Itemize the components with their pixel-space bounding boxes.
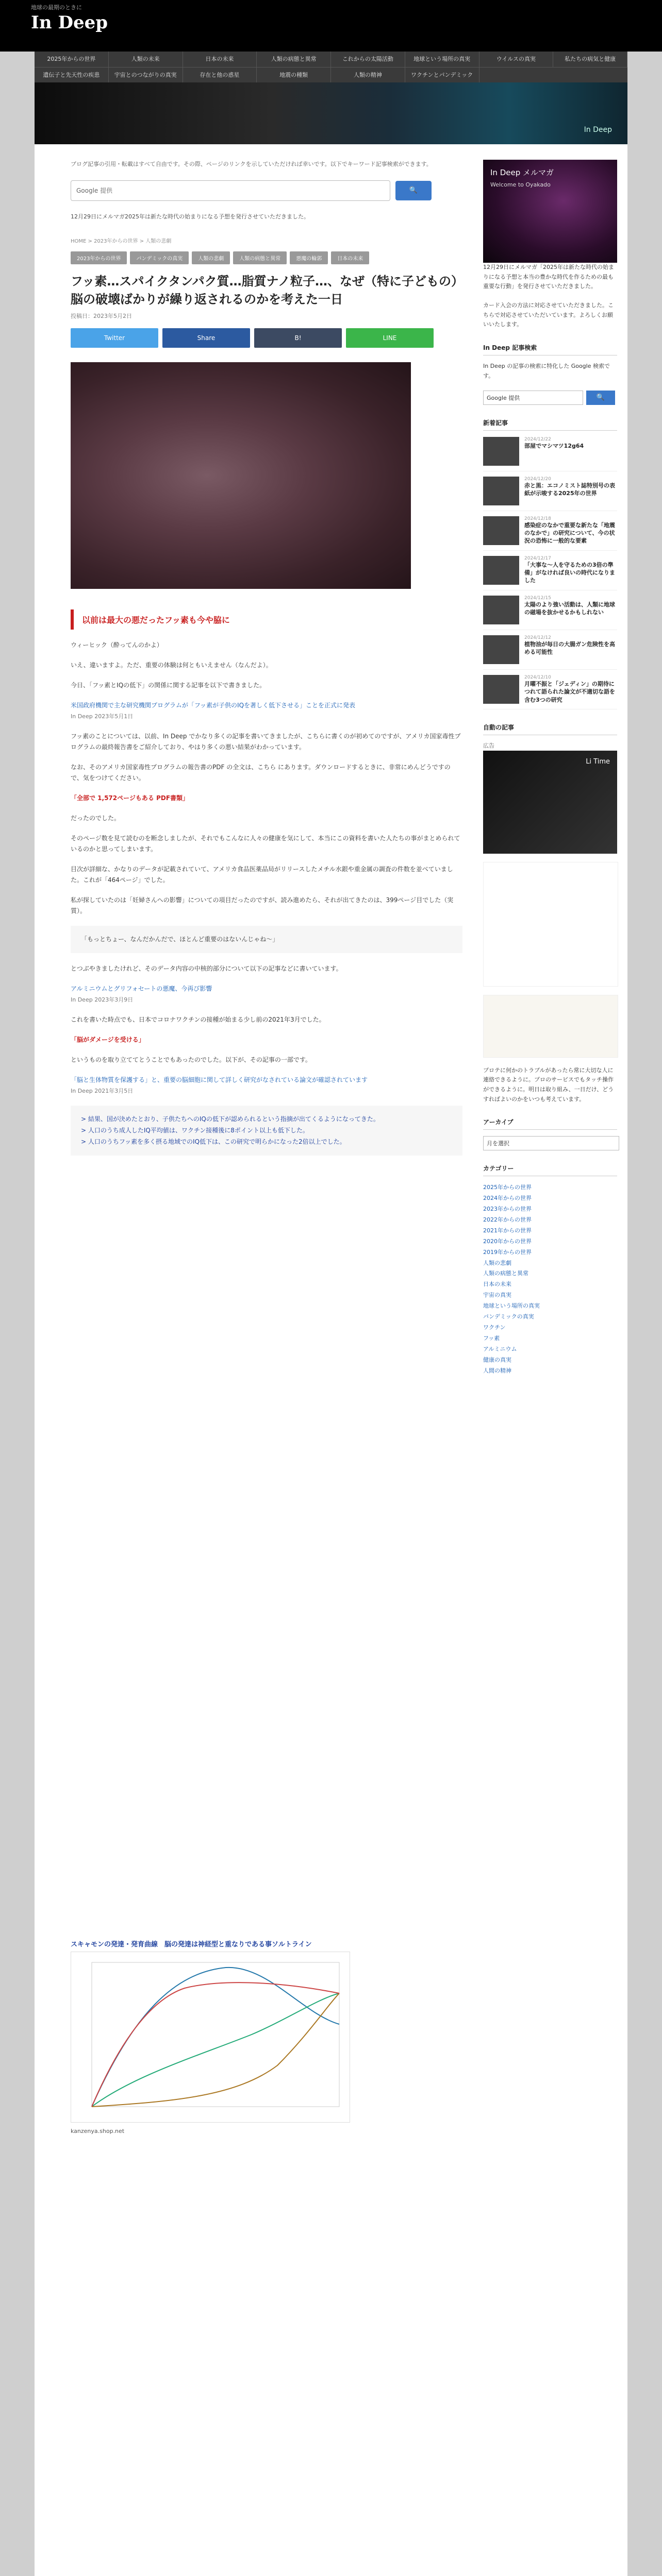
link-source: In Deep 2023年3月9日 <box>71 996 134 1004</box>
recent-item[interactable] <box>483 675 617 709</box>
sidebar-search-input[interactable]: Google 提供 <box>483 391 583 405</box>
ad-label: 広告 <box>483 742 494 750</box>
recent-title[interactable]: 部屋でマシマツ12g64 <box>524 442 584 449</box>
sidebar <box>483 160 617 1376</box>
mission-text: プロテに何かのトラブルがあったら常に大切な人に連絡できるように。プロのサービスでもタッチ操作ができるように。明日は取り組み、一日だけ、どうすればよいのかをいつも考えています。 <box>483 1066 614 1103</box>
link-source: In Deep 2021年3月5日 <box>71 1088 134 1095</box>
mailmag-banner[interactable] <box>483 160 617 263</box>
search-button[interactable]: 🔍 <box>395 181 432 200</box>
category-list <box>483 1182 617 1376</box>
chart-source[interactable]: kanzenya.shop.net <box>71 2128 125 2135</box>
share-buttons <box>71 328 462 348</box>
mailmag-title: In Deep メルマガ <box>490 168 554 177</box>
banner-brand: In Deep <box>584 126 612 134</box>
nav-item[interactable]: 宇宙とのつながりの真実 <box>109 67 183 83</box>
thumbnail <box>483 596 519 624</box>
breadcrumb[interactable]: HOME > 2023年からの世界 > 人類の悲劇 <box>71 239 172 245</box>
category-item[interactable]: フッ素 <box>483 1334 500 1342</box>
paragraph: なお、そのアメリカ国家毒性プログラムの報告書のPDF の全文は、こちら にあります。ダウンロードするときに、非常にめんどうですので、気をつけてください。 <box>71 763 451 782</box>
category-item[interactable]: 2019年からの世界 <box>483 1248 532 1256</box>
tag[interactable]: 日本の未来 <box>331 251 369 264</box>
category-item[interactable]: ワクチン <box>483 1324 506 1331</box>
mailmag-subtitle: Welcome to Oyakado <box>490 181 551 188</box>
recent-heading: 新着記事 <box>483 418 617 431</box>
sidebar-search <box>483 391 617 405</box>
category-item[interactable]: 健康の真実 <box>483 1356 511 1363</box>
site-title[interactable]: In Deep <box>31 12 108 33</box>
highlight-text: 「脳がダメージを受ける」 <box>71 1036 145 1044</box>
hero-image <box>71 362 411 589</box>
recent-item[interactable] <box>483 437 617 471</box>
header-banner <box>35 82 627 144</box>
category-item[interactable]: 2024年からの世界 <box>483 1195 532 1202</box>
paragraph: とつぶやきましたけれど、そのデータ内容の中核的部分について以下の記事などに書いています。 <box>71 965 342 973</box>
nav-item[interactable]: 日本の未来 <box>183 52 257 67</box>
nav-item[interactable]: 人類の病態と異常 <box>257 52 331 67</box>
card-text: カード入会の方法に対応させていただきました。こちらで対応させていただいています。よろしくお願いいたします。 <box>483 302 614 328</box>
thumbnail <box>483 635 519 664</box>
sidebar-search-heading: In Deep 記事検索 <box>483 343 617 355</box>
ad-image[interactable] <box>483 751 617 854</box>
tag-list <box>71 251 462 264</box>
tag[interactable]: 悪魔の輪郭 <box>290 251 328 264</box>
paragraph: 今日、「フッ素とIQの低下」の関係に関する記事を以下で書きました。 <box>71 681 266 689</box>
category-item[interactable]: 宇宙の真実 <box>483 1292 511 1299</box>
nav-item[interactable]: 人類の精神 <box>331 67 405 83</box>
paragraph: そのページ数を見て読むのを断念しましたが、それでもこんなに人々の健康を気にして、本当にこの資料を書いた人たちの事がまとめられているのかと思ってしまいます。 <box>71 834 460 853</box>
link-source: In Deep 2023年5月1日 <box>71 713 134 720</box>
quote-line: > 人口のうち成人したIQ平均値は、ワクチン接種後に8ポイント以上も低下した。 <box>81 1126 309 1134</box>
main-nav <box>35 52 627 82</box>
tag[interactable]: パンデミックの真実 <box>130 251 189 264</box>
article-continued <box>71 1166 462 1939</box>
tag[interactable]: 人類の悲劇 <box>192 251 230 264</box>
recent-title[interactable]: 「大事な〜人を守るための3倍の準備」がなければ良いの時代になりました <box>524 561 615 584</box>
paragraph: 私が探していたのは「妊婦さんへの影響」についての項目だったのですが、読み進めたら、それが出てきたのは、399ページ目でした（実質）。 <box>71 896 454 914</box>
highlight-text: 「全部で 1,572ページもある PDF書類」 <box>71 794 189 802</box>
nav-item[interactable]: 人類の未来 <box>109 52 183 67</box>
twitter-share-button[interactable]: Twitter <box>71 328 158 348</box>
category-item[interactable]: パンデミックの真実 <box>483 1313 534 1320</box>
quote-line: > 結果、国が決めたとおり、子供たちへのIQの低下が認められるという指摘が出てくるようになってきた。 <box>81 1115 379 1123</box>
category-item[interactable]: 2025年からの世界 <box>483 1184 532 1191</box>
mailmag-text: 12月29日にメルマガ「2025年は新たな時代の始まりになる予想と本当の豊かな時代を作るための最も重要な行動」を発行させていただきました。 <box>483 264 614 290</box>
nav-item[interactable]: 遺伝子と先天性の疾患 <box>35 67 109 83</box>
recent-title[interactable]: 赤と黒：エコノミスト誌特別号の表紙が示唆する2025年の世界 <box>524 482 615 497</box>
quote-block <box>71 1106 462 1156</box>
nav-item[interactable]: 私たちの病気と健康 <box>553 52 627 67</box>
recent-date: 2024/12/10 <box>524 674 551 680</box>
sidebar-search-button[interactable]: 🔍 <box>586 391 615 405</box>
sidebar-search-text: In Deep の記事の検索に特化した Google 検索です。 <box>483 363 610 379</box>
nav-item[interactable]: 地球という場所の真実 <box>405 52 479 67</box>
top-header <box>0 0 662 52</box>
recent-item[interactable] <box>483 635 617 670</box>
nav-item[interactable]: これからの太陽活動 <box>331 52 405 67</box>
thumbnail <box>483 437 519 466</box>
paragraph: ウィーヒック（酔ってんのかよ） <box>71 641 163 649</box>
nav-item[interactable]: 地震の種類 <box>257 67 331 83</box>
quote-line: > 人口のうちフッ素を多く摂る地域でのIQ低下は、この研究で明らかになった2倍以上でした。 <box>81 1138 346 1145</box>
category-item[interactable]: 2020年からの世界 <box>483 1238 532 1245</box>
paragraph: 目次が詳細な、かなりのデータが記載されていて、アメリカ食品医薬品局がリリースしたメチル水銀や重金属の調査の件数を並べていました。これが「464ページ」でした。 <box>71 865 453 884</box>
search-input[interactable]: Google 提供 <box>71 180 390 201</box>
thumbnail <box>483 477 519 505</box>
recent-item[interactable] <box>483 477 617 511</box>
recent-item[interactable] <box>483 516 617 551</box>
article-date: 投稿日：2023年5月2日 <box>71 312 132 319</box>
ad-image[interactable] <box>483 995 618 1058</box>
category-item[interactable]: 人間の精神 <box>483 1367 511 1374</box>
nav-item[interactable]: ウイルスの真実 <box>479 52 554 67</box>
paragraph: だったのでした。 <box>71 814 121 822</box>
line-share-button[interactable]: LINE <box>346 328 434 348</box>
recent-date: 2024/12/12 <box>524 635 551 640</box>
growth-chart-svg <box>71 1952 350 2122</box>
recent-date: 2024/12/18 <box>524 516 551 521</box>
quote-block: 「もっとちょー、なんだかんだで、ほとんど重要のはないんじゃね～」 <box>71 926 462 954</box>
category-item[interactable]: 日本の未来 <box>483 1281 511 1288</box>
article-title: フッ素…スパイクタンパク質…脂質ナノ粒子…、なぜ（特に子どもの）脳の破壊ばかりが繰り返されるのかを考えた一日 <box>71 274 457 307</box>
main-column <box>71 160 462 2136</box>
chart-caption: スキャモンの発達・発育曲線 脳の発達は神経型と重なりである事ソルトライン <box>71 1941 312 1949</box>
recent-date: 2024/12/22 <box>524 436 551 442</box>
recent-title[interactable]: 月曜不振と「ジェディン」の期待につれて語られた論文が不適切な語を含む3つの研究 <box>524 680 615 703</box>
category-item[interactable]: 2021年からの世界 <box>483 1227 532 1234</box>
category-item[interactable]: アルミニウム <box>483 1345 517 1352</box>
article-link[interactable]: アルミニウムとグリフォセートの悪魔、今再び影響 <box>71 985 212 993</box>
page-body <box>35 144 627 2576</box>
archive-select[interactable]: 月を選択 <box>483 1136 619 1150</box>
auto-posts-heading: 自動の記事 <box>483 723 617 735</box>
category-item[interactable]: 人類の病態と異常 <box>483 1270 528 1277</box>
article-link[interactable]: 「脳と生体物質を保護する」と、重要の脳細胞に関して詳しく研究がなされている論文が確認されています <box>71 1076 368 1084</box>
intro-text: ブログ記事の引用・転載はすべて自由です。その際、ページのリンクを示していただければ幸いです。以下でキーワード記事検索ができます。 <box>71 161 432 167</box>
category-item[interactable]: 2022年からの世界 <box>483 1216 532 1224</box>
ad-brand: Li Time <box>586 757 610 766</box>
growth-chart-image <box>71 1952 350 2123</box>
site-tagline: 地球の最期のときに <box>31 4 82 11</box>
paragraph: フッ素のことについては、以前、In Deep でかなり多くの記事を書いてきましたが、こちらに書くのが初めてのですが、アメリカ国家毒性プログラムの最終報告書をご紹介しており、やはり多くの悪い結果がわかっています。 <box>71 732 461 751</box>
facebook-share-button[interactable]: Share <box>162 328 250 348</box>
recent-item[interactable] <box>483 556 617 590</box>
section-subhead: 以前は最大の悪だったフッ素も今や脇に <box>71 609 462 630</box>
recent-title[interactable]: 植物油が毎日の大腸ガン危険性を高める可能性 <box>524 640 615 656</box>
paragraph: いえ、違いますよ。ただ、重要の体験は何ともいえません（なんだよ）。 <box>71 661 272 669</box>
thumbnail <box>483 516 519 545</box>
recent-item[interactable] <box>483 596 617 630</box>
nav-item[interactable]: 2025年からの世界 <box>35 52 109 67</box>
paragraph: これを書いた時点でも、日本でコロナワクチンの接種が始まる少し前の2021年3月でした。 <box>71 1016 325 1024</box>
hatena-share-button[interactable]: B! <box>254 328 342 348</box>
recent-date: 2024/12/17 <box>524 555 551 561</box>
recent-title[interactable]: 太陽のより強い活動は、人類に地球の磁場を抜かせるかもしれない <box>524 601 615 616</box>
archive-heading: アーカイブ <box>483 1117 617 1130</box>
recent-date: 2024/12/15 <box>524 595 551 601</box>
recent-list <box>483 437 617 710</box>
nav-item[interactable]: ワクチンとパンデミック <box>405 67 479 83</box>
paragraph: というものを取り立ててとうことでもあったのでした。以下が、その記事の一部です。 <box>71 1056 311 1064</box>
ad-image[interactable] <box>483 862 618 987</box>
nav-item[interactable]: 存在と他の惑星 <box>183 67 257 83</box>
category-item[interactable]: 人類の悲劇 <box>483 1259 511 1266</box>
thumbnail <box>483 556 519 585</box>
main-search <box>71 180 432 201</box>
category-item[interactable]: 2023年からの世界 <box>483 1206 532 1213</box>
recent-date: 2024/12/20 <box>524 476 551 482</box>
article-link[interactable]: 米国政府機関で主な研究機関プログラムが「フッ素が子供のIQを著しく低下させる」ことを正式に発表 <box>71 701 356 709</box>
tag[interactable]: 2023年からの世界 <box>71 251 127 264</box>
recent-title[interactable]: 感染症のなかで重要な新たな「地震のなかで」の研究について、今の状況の恐怖に一般的な要素 <box>524 521 615 545</box>
category-heading: カテゴリー <box>483 1164 617 1176</box>
tag[interactable]: 人類の病態と異常 <box>233 251 287 264</box>
category-item[interactable]: 地球という場所の真実 <box>483 1302 540 1310</box>
thumbnail <box>483 675 519 704</box>
notice-text: 12月29日にメルマガ2025年は新たな時代の始まりになる予想を発行させていただきました。 <box>71 213 309 220</box>
